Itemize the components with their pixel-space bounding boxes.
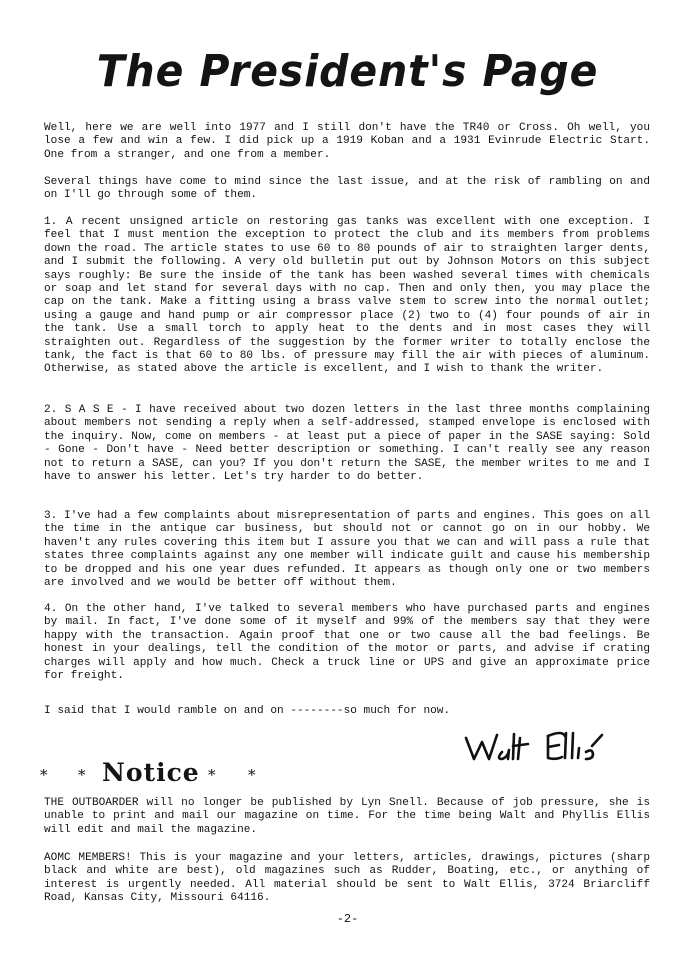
notice-heading-row (40, 758, 280, 790)
signature (462, 726, 622, 766)
paragraph-intro: Well, here we are well into 1977 and I still don't have the TR40 or Cross. Oh well, you lose a few and win a few. I did pick up a 1919 Koban and a 1931 Evinrude Electric Start. One from a stranger, and one from a member. (44, 122, 657, 161)
paragraph-preface: Several things have come to mind since the last issue, and at the risk of rambling on and on I'll go through some of them. (44, 176, 657, 202)
paragraph-complaints: 3. I've had a few complaints about misrepresentation of parts and engines. This goes on all the time in the antique car business, but should not or cannot go on in our hobby. We haven't any rules covering this item but I assure you that we can and will pass a rule that states three complaints against any one member will indicate guilt and cause his membership to be dropped and his one year dues refunded. It appears as though only one or two members are involved and we would be better off without them. (44, 510, 657, 590)
paragraph-sase: 2. S A S E - I have received about two dozen letters in the last three months complaining about members not sending a reply when a self-addressed, stamped envelope is enclosed with the inquiry. Now, come on members - at least put a piece of paper in the SASE saying: Sold - Gone - Don't have - Need better description or something. I can't really see any reason not to return a SASE, can you? If you don't return the SASE, the member writes to me and I have to answer his letter. Let's try harder to do better. (44, 404, 657, 484)
star-decoration: * (78, 766, 86, 784)
page-number: -2- (336, 912, 359, 926)
paragraph-closing: I said that I would ramble on and on --------so much for now. (44, 705, 451, 717)
star-decoration: * (208, 766, 216, 784)
paragraph-gas-tanks: 1. A recent unsigned article on restoring gas tanks was excellent with one exception. I feel that I must mention the exception to protect the club and its members from problems down the road. The article states to use 60 to 80 pounds of air to straighten larger dents, and I submit the following. A very old bulletin put out by Johnson Motors on this subject says roughly: Be sure the inside of the tank has been washed several times with chemicals or soap and let stand for several days with no cap. Then and only then, you may place the cap on the tank. Make a fitting using a brass valve stem to screw into the normal outlet; using a gauge and hand pump or air compressor place (2) two to (4) four pounds of air in the tank. Use a small torch to apply heat to the dents and in most cases they will straighten out. Regardless of the suggestion by the former writer to totally enclose the tank, the fact is that 60 to 80 lbs. of pressure may fill the air with pieces of aluminum. Otherwise, as stated above the article is excellent, and I wish to thank the writer. (44, 216, 657, 376)
paragraph-honest-dealings: 4. On the other hand, I've talked to several members who have purchased parts and engines by mail. In fact, I've done some of it myself and 99% of the members say that they were happy with the transaction. Again proof that one or two cause all the bad feelings. Be honest in your dealings, tell the condition of the motor or parts, and advise if crating charges will apply and how much. Check a truck line or UPS and give an approximate price for freight. (44, 603, 657, 683)
notice-paragraph-members: AOMC MEMBERS! This is your magazine and your letters, articles, drawings, pictures (sharp black and white are best), old magazines such as Rudder, Boating, etc., or anything of interest is urgently needed. All material should be sent to Walt Ellis, 3724 Briarcliff Road, Kansas City, Missouri 64116. (44, 852, 657, 905)
page-title: The President's Page (96, 46, 599, 97)
notice-heading: Notice (102, 758, 200, 787)
star-decoration: * (40, 766, 48, 784)
star-decoration: * (248, 766, 256, 784)
notice-paragraph-outboarder: THE OUTBOARDER will no longer be published by Lyn Snell. Because of job pressure, she is unable to print and mail our magazine on time. For the time being Walt and Phyllis Ellis will edit and mail the magazine. (44, 797, 657, 836)
